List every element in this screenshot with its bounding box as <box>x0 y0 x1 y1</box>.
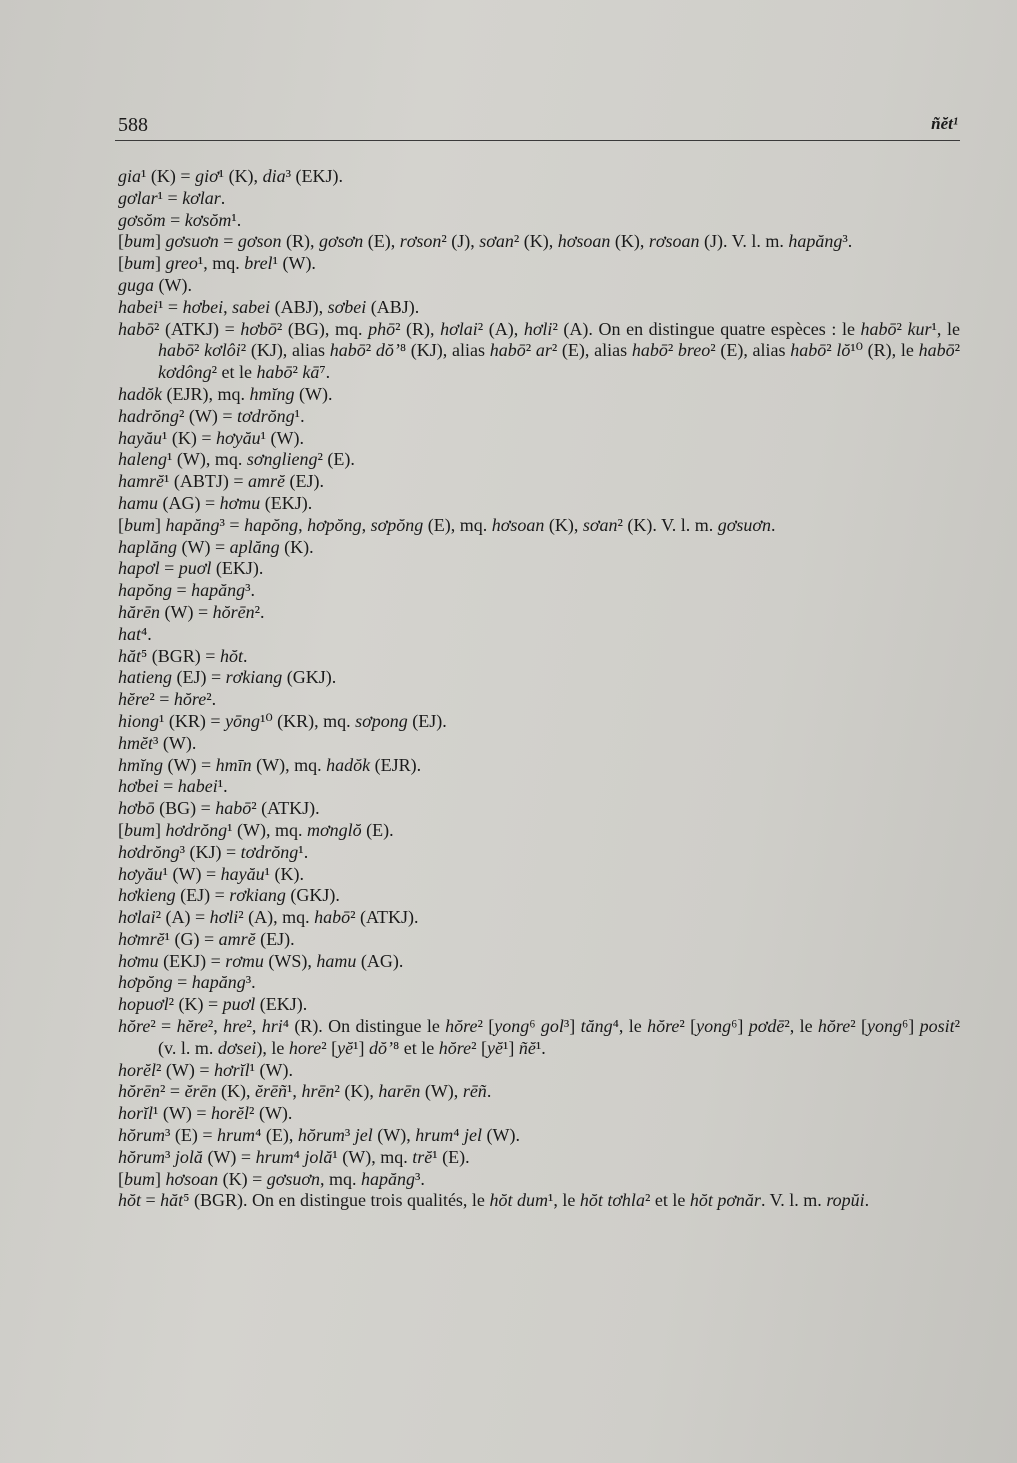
dictionary-entry: hat⁴. <box>118 623 152 644</box>
dictionary-entry: [bum] hơdrŏng¹ (W), mq. mơnglŏ (E). <box>118 819 394 840</box>
dictionary-entry: horĭl¹ (W) = horĕl² (W). <box>118 1103 293 1124</box>
dictionary-entry: [bum] greo¹, mq. brel¹ (W). <box>118 253 316 274</box>
dictionary-entry: hmĭng (W) = hmīn (W), mq. hadŏk (EJR). <box>118 754 422 775</box>
dictionary-entry: hơmu (EKJ) = rơmu (WS), hamu (AG). <box>118 950 404 971</box>
dictionary-entry: hŏre² = hĕre², hre², hri⁴ (R). On distingue le hŏre² [yong⁶ gol³] tăng⁴, le hŏre² [yong⁶] pơdē², le hŏre² [yong⁶] posit² (v. l. m. dơsei), le hore² [yĕ¹] dŏ’⁸ et le hŏre² [yĕ¹] ñĕ¹. <box>118 1016 960 1058</box>
dictionary-entry: hayău¹ (K) = hơyău¹ (W). <box>118 427 305 448</box>
running-head: ñĕt¹ <box>931 114 958 133</box>
dictionary-entry: habei¹ = hơbei, sabei (ABJ), sơbei (ABJ). <box>118 296 420 317</box>
page-header <box>115 114 960 140</box>
dictionary-entry: hiong¹ (KR) = yōng¹⁰ (KR), mq. sơpong (EJ). <box>118 710 447 731</box>
dictionary-entry: horĕl² (W) = hơrĭl¹ (W). <box>118 1059 294 1080</box>
dictionary-entry: [bum] hơsoan (K) = gơsuơn, mq. hapăng³. <box>118 1168 425 1189</box>
dictionary-entry: hŏrum³ (E) = hrum⁴ (E), hŏrum³ jel (W), hrum⁴ jel (W). <box>118 1125 521 1146</box>
dictionary-entry: hadŏk (EJR), mq. hmĭng (W). <box>118 383 333 404</box>
dictionary-entry: gơsŏm = kơsŏm¹. <box>118 209 242 230</box>
dictionary-entry: gia¹ (K) = giơ¹ (K), dia³ (EKJ). <box>118 166 343 186</box>
dictionary-entry: hơbei = habei¹. <box>118 776 228 797</box>
dictionary-entry: [bum] hapăng³ = hapŏng, hơpŏng, sơpŏng (E), mq. hơsoan (K), sơan² (K). V. l. m. gơsuơn. <box>118 514 776 535</box>
dictionary-entry: hơdrŏng³ (KJ) = tơdrŏng¹. <box>118 841 309 862</box>
dictionary-entry: hơyău¹ (W) = hayău¹ (K). <box>118 863 305 884</box>
dictionary-entry: hatieng (EJ) = rơkiang (GKJ). <box>118 667 337 688</box>
dictionary-entry: hamu (AG) = hơmu (EKJ). <box>118 492 313 513</box>
dictionary-entry: hơmrĕ¹ (G) = amrĕ (EJ). <box>118 928 295 949</box>
dictionary-entries <box>118 166 960 1212</box>
page-number: 588 <box>118 114 148 136</box>
dictionary-entry: hărēn (W) = hŏrēn². <box>118 601 265 622</box>
dictionary-entry: habō² (ATKJ) = hơbō² (BG), mq. phō² (R), hơlai² (A), hơli² (A). On en distingue quatre espèces : le habō² kur¹, le habō² kơlôi² (KJ), alias habō² dŏ’⁸ (KJ), alias habō² ar² (E), alias habō² breo² (E), alias habō² lŏ¹⁰ (R), le habō² kơdông² et le habō² kā⁷. <box>118 318 960 383</box>
dictionary-entry: hĕre² = hŏre². <box>118 689 217 710</box>
dictionary-entry: gơlar¹ = kơlar. <box>118 187 226 208</box>
dictionary-entry: hapŏng = hapăng³. <box>118 580 256 601</box>
dictionary-entry: hadrŏng² (W) = tơdrŏng¹. <box>118 405 305 426</box>
dictionary-entry: hopuơl² (K) = puơl (EKJ). <box>118 994 308 1015</box>
dictionary-entry: hăt⁵ (BGR) = hŏt. <box>118 645 248 666</box>
header-rule <box>115 140 960 141</box>
dictionary-entry: hŏrēn² = ĕrēn (K), ĕrēñ¹, hrēn² (K), harēn (W), rēñ. <box>118 1081 492 1102</box>
dictionary-entry: haleng¹ (W), mq. sơnglieng² (E). <box>118 449 355 470</box>
dictionary-entry: hŏt = hăt⁵ (BGR). On en distingue trois qualités, le hŏt dum¹, le hŏt tơhla² et le hŏt pơnăr. V. l. m. ropŭi. <box>118 1190 870 1211</box>
dictionary-entry: hamrĕ¹ (ABTJ) = amrĕ (EJ). <box>118 471 325 492</box>
dictionary-entry: haplăng (W) = aplăng (K). <box>118 536 314 557</box>
dictionary-entry: hmĕt³ (W). <box>118 732 197 753</box>
dictionary-entry: hơkieng (EJ) = rơkiang (GKJ). <box>118 885 340 906</box>
dictionary-entry: hơpŏng = hapăng³. <box>118 972 256 993</box>
dictionary-entry: hŏrum³ jolă (W) = hrum⁴ jolă¹ (W), mq. trĕ¹ (E). <box>118 1146 470 1167</box>
dictionary-entry: hơbō (BG) = habō² (ATKJ). <box>118 798 320 819</box>
dictionary-entry: hơlai² (A) = hơli² (A), mq. habō² (ATKJ). <box>118 907 419 928</box>
dictionary-entry: guga (W). <box>118 274 192 295</box>
dictionary-entry: hapơl = puơl (EKJ). <box>118 558 264 579</box>
dictionary-entry: [bum] gơsuơn = gơson (R), gơsơn (E), rơson² (J), sơan² (K), hơsoan (K), rơsoan (J). V. l. m. hapăng³. <box>118 231 853 252</box>
